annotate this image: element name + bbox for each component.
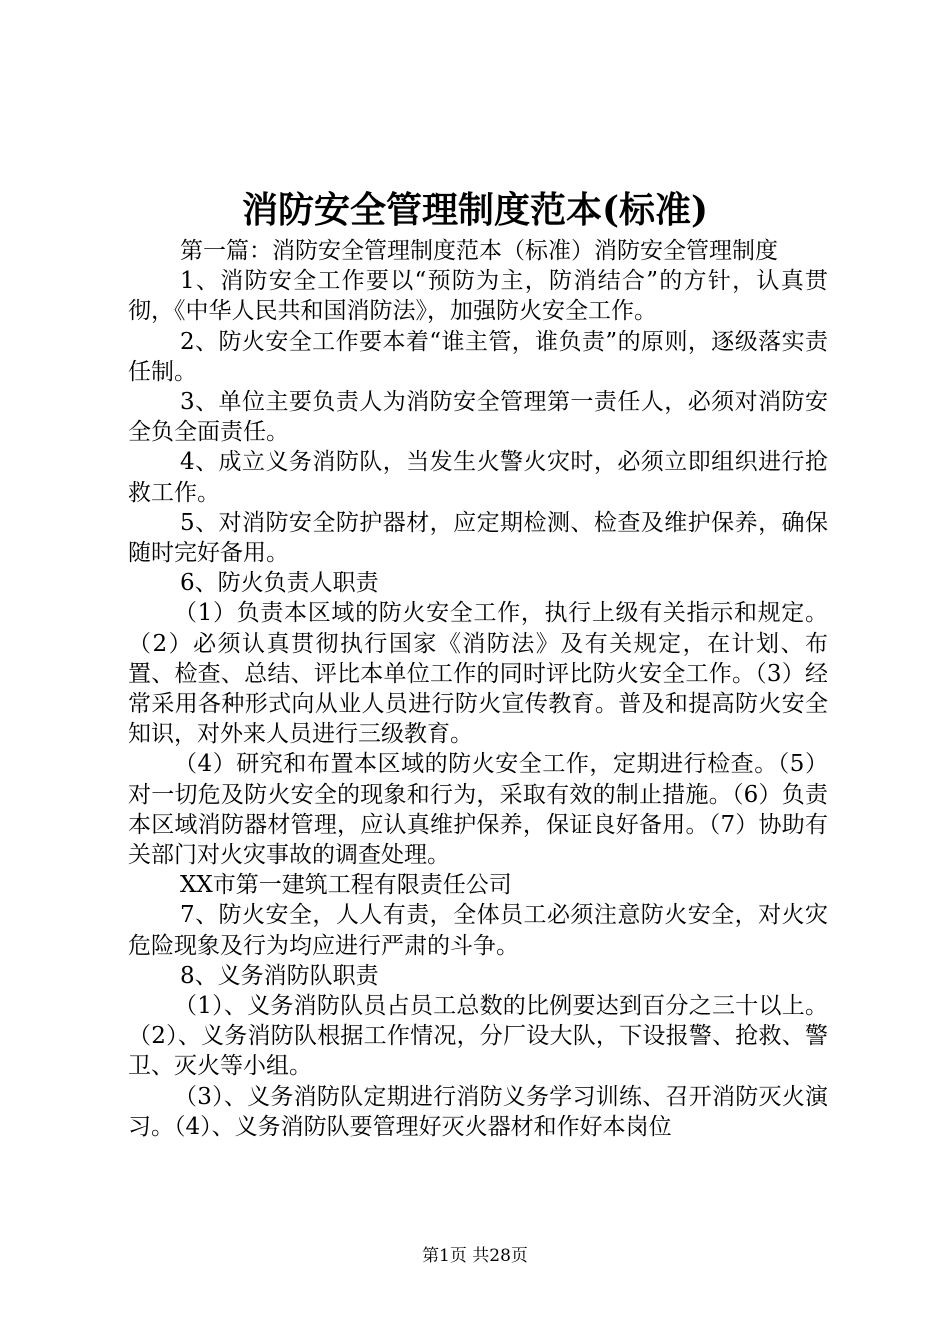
paragraph-2: 1、消防安全工作要以“预防为主，防消结合”的方针，认真贯彻，《中华人民共和国消防法》，加强防火安全工作。 (128, 268, 828, 325)
paragraph-3: 2、防火安全工作要本着“谁主管，谁负责”的原则，逐级落实责任制。 (128, 328, 828, 385)
paragraph-14: （3）、义务消防队定期进行消防义务学习训练、召开消防灭火演习。（4）、义务消防队要管理好灭火器材和作好本岗位 (128, 1083, 828, 1140)
paragraph-7: 6、防火负责人职责 (180, 570, 379, 597)
paragraph-10: XX市第一建筑工程有限责任公司 (180, 872, 512, 899)
paragraph-9: （4）研究和布置本区域的防火安全工作，定期进行检查。（5）对一切危及防火安全的现象和行为，采取有效的制止措施。（6）负责本区域消防器材管理，应认真维护保养，保证良好备用。（7）协助有关部门对火灾事故的调查处理。 (128, 751, 828, 869)
paragraph-8: （1）负责本区域的防火安全工作，执行上级有关指示和规定。（2）必须认真贯彻执行国家《消防法》及有关规定，在计划、布置、检查、总结、评比本单位工作的同时评比防火安全工作。（3）经常采用各种形式向从业人员进行防火宣传教育。普及和提高防火安全知识，对外来人员进行三级教育。 (128, 600, 828, 748)
page-footer: 第1页 共28页 (422, 1246, 528, 1266)
document-body (128, 236, 828, 1142)
document-title: 消防安全管理制度范本(标准) (241, 189, 709, 231)
paragraph-1: 第一篇：消防安全管理制度范本（标准）消防安全管理制度 (180, 238, 778, 264)
paragraph-11: 7、防火安全，人人有责，全体员工必须注意防火安全，对火灾危险现象及行为均应进行严肃的斗争。 (128, 902, 828, 959)
paragraph-5: 4、成立义务消防队，当发生火警火灾时，必须立即组织进行抢救工作。 (128, 449, 828, 506)
paragraph-6: 5、对消防安全防护器材，应定期检测、检查及维护保养，确保随时完好备用。 (128, 509, 828, 567)
paragraph-13: （1）、义务消防队员占员工总数的比例要达到百分之三十以上。（2）、义务消防队根据工作情况，分厂设大队，下设报警、抢救、警卫、灭火等小组。 (128, 993, 828, 1080)
paragraph-12: 8、义务消防队职责 (180, 962, 379, 989)
paragraph-4: 3、单位主要负责人为消防安全管理第一责任人，必须对消防安全负全面责任。 (128, 389, 828, 446)
